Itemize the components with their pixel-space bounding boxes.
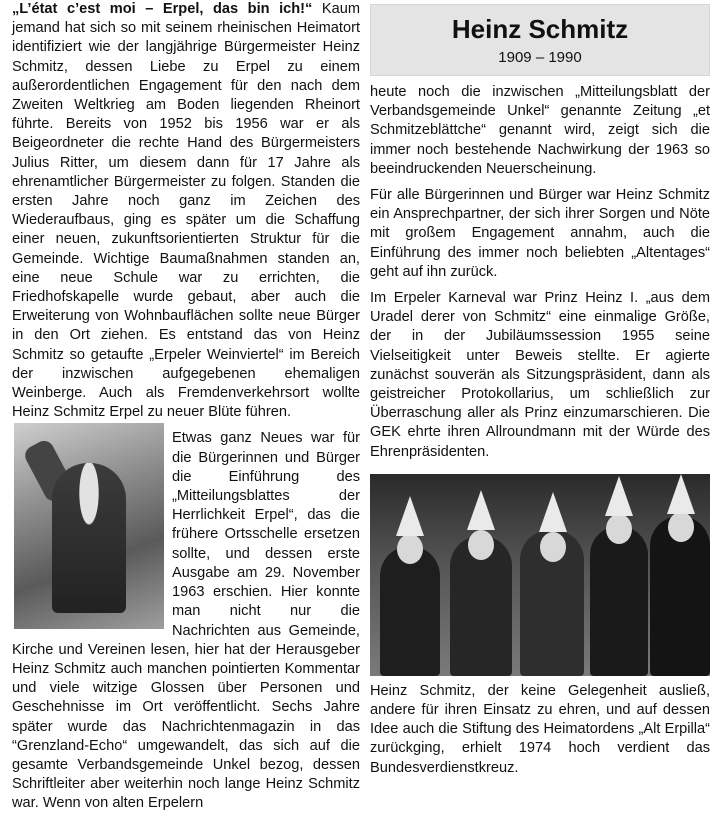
photo-hat	[539, 492, 567, 532]
continuation-paragraph: heute noch die inzwischen „Mitteilungsblatt der Verbandsgemeinde Unkel“ genannte Zeitung „et Schmitzeblättche“ genannt wird, zeigt sich die immer noch bestehende Nachwirkung der 1963 so beeindruckenden Neuerscheinung.	[370, 84, 710, 177]
photo-hat	[605, 476, 633, 516]
photo-face	[397, 534, 423, 564]
right-column	[370, 0, 710, 778]
photo-carnival-group	[370, 474, 710, 676]
photo-face	[468, 530, 494, 560]
title-box	[370, 4, 710, 76]
newsletter-paragraph: Etwas ganz Neues war für die Bürgerinnen und Bürger die Einführung des „Mitteilungsblattes der Herrlichkeit Erpel“, das die frühere Ortsschelle ersetzen sollte, und dessen erste Ausgabe am 29. November 1963 erschien. Hier konnte man nicht nur die Nachrichten aus Gemeinde, Kirche und Vereinen lesen, hier hat der Herausgeber Heinz Schmitz auch manchen pointierten Kommentar und viele witzige Glossen über Personen und Geschehnisse im Ort veröffentlicht. Sechs Jahre später wurde das Nachrichtenmagazin in das “Grenzland-Echo“ umgewandelt, das sich auf die gesamte Verbandsgemeinde Unkel bezog, dessen Schriftleiter aber weiterhin noch lange Heinz Schmitz war. Wenn von alten Erpelern	[12, 430, 360, 812]
photo-face	[668, 512, 694, 542]
citizens-paragraph: Für alle Bürgerinnen und Bürger war Heinz Schmitz ein Ansprechpartner, der sich ihrer Sorgen und Nöte mit großem Engagement annahm, auch die Einführung des immer noch beliebten „Altentages“ geht auf ihn zurück.	[370, 187, 710, 280]
intro-paragraph	[12, 0, 360, 422]
photo-face	[606, 514, 632, 544]
photo-hat	[396, 496, 424, 536]
carnival-paragraph: Im Erpeler Karneval war Prinz Heinz I. „aus dem Uradel derer von Schmitz“ eine einmalige Größe, der in der Jubiläumssession 1955 seine Vielseitigkeit unter Beweis stellte. Er agierte zunächst souverän als Sitzungspräsident, dann als geistreicher Protokollarius, um schließlich zur Überraschung aller als Prinz einzumarschieren. Die GEK ehrte ihren Allroundmann mit der Würde des Ehrenpräsidenten.	[370, 290, 710, 460]
photo-person	[380, 546, 440, 676]
left-column	[12, 0, 360, 814]
paragraph-text: Kaum jemand hat sich so mit seinem rheinischen Heimatort identifiziert wie der langjährige Bürgermeister Heinz Schmitz, dessen Liebe zu Erpel zu einem außerordentlichen Engagement für den nach dem Zweiten Weltkrieg am Boden liegenden Rheinort führte. Bereits von 1952 bis 1956 war er als Beigeordneter die rechte Hand des Bürgermeisters Julius Ritter, um diesem dann für 17 Jahre als ehrenamtlicher Bürgermeister zu folgen. Standen die ersten Jahre noch ganz im Zeichen des Wiederaufbaus, ging es später um die Schaffung einer neuen, zukunftsorientierten Struktur für die Gemeinde. Wichtige Baumaßnahmen standen an, eine neue Schule war zu errichten, die Friedhofskapelle wurde gebaut, aber auch die Erweiterung von Wohnbauflächen sollte neue Bürger in den Ort ziehen. Es entstand das von Heinz Schmitz so getaufte „Erpeler Weinviertel“ im Bereich der inzwischen aufgegebenen ehemaligen Weinberge. Auch als Fremdenverkehrsort wollte Heinz Schmitz Erpel zu neuer Blüte führen.	[12, 1, 360, 421]
article-title: Heinz Schmitz	[451, 14, 629, 44]
photo-hat	[467, 490, 495, 530]
photo-face	[540, 532, 566, 562]
quote-headline: „L’état c’est moi – Erpel, das bin ich!“	[12, 1, 313, 17]
photo-heinz-schmitz-waving	[14, 423, 164, 629]
photo-caption-paragraph: Heinz Schmitz, der keine Gelegenheit ausließ, andere für ihren Einsatz zu ehren, und auf dessen Idee auch die Stiftung des Heimatordens „Alt Erpilla“ zurückging, erhielt 1974 hoch verdient das Bundesverdienstkreuz.	[370, 682, 710, 776]
photo-figure	[52, 463, 126, 613]
life-years: 1909 – 1990	[498, 49, 582, 66]
photo-person	[590, 526, 648, 676]
photo-hat	[667, 474, 695, 514]
